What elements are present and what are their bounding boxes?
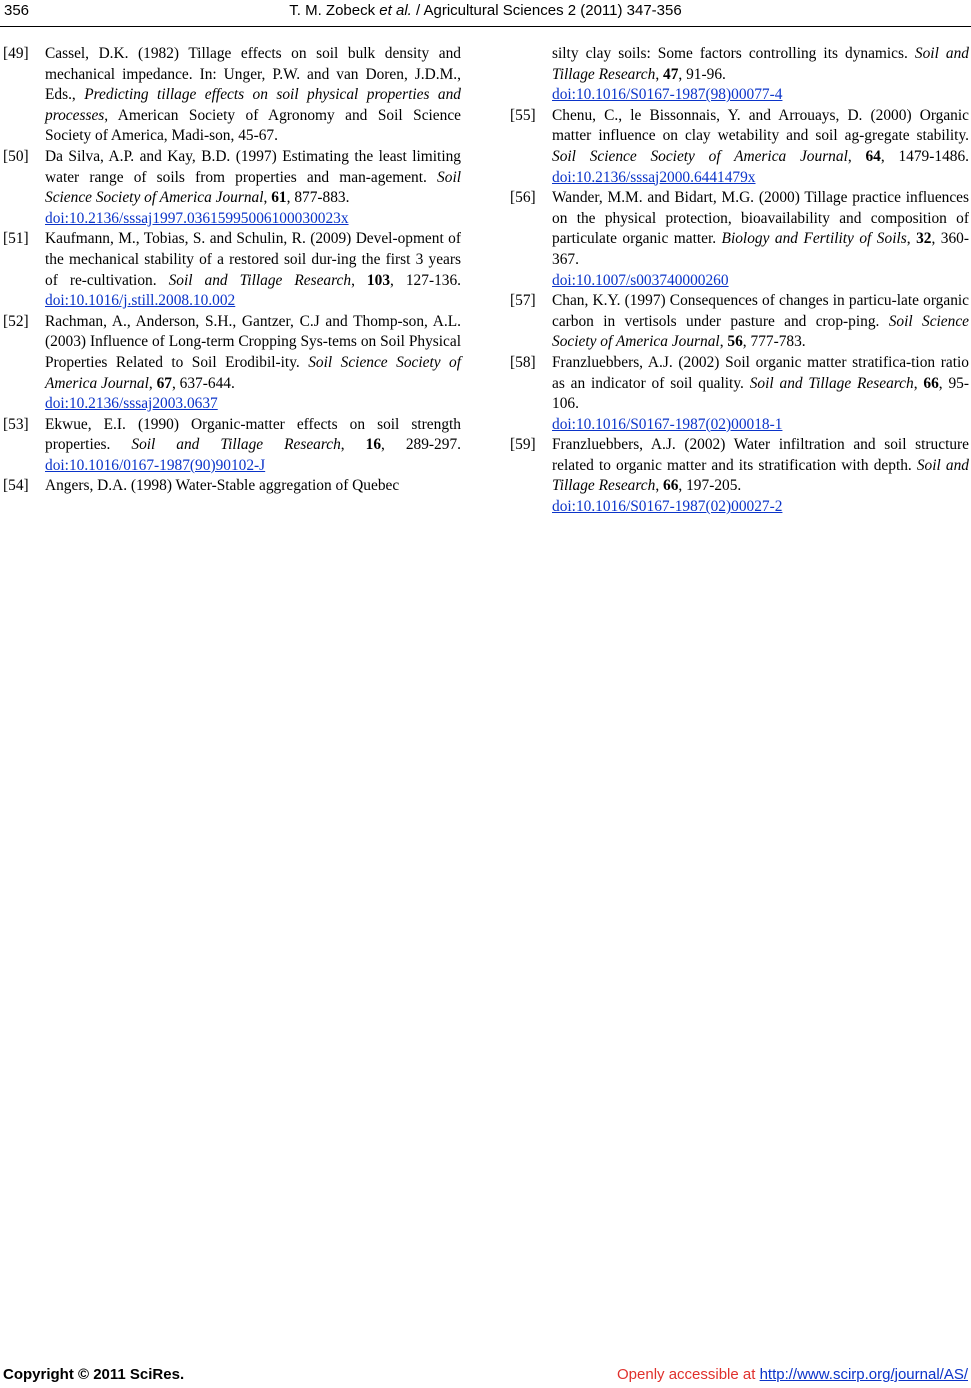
- ref-sep: ,: [906, 230, 917, 248]
- ref-sep: ,: [655, 477, 664, 495]
- reference-55: [510, 106, 969, 188]
- ref-number: [56]: [510, 189, 536, 207]
- ref-journal: Soil Science Society of America Journal: [552, 312, 969, 351]
- ref-text: Angers, D.A. (1998) Water-Stable aggregation of Quebec: [45, 477, 400, 495]
- ref-volume: 32: [916, 230, 932, 248]
- open-access-text: Openly accessible at: [617, 1366, 760, 1383]
- ref-journal: Biology and Fertility of Soils: [721, 230, 907, 248]
- header-rule: [0, 26, 971, 27]
- ref-number: [53]: [3, 415, 29, 433]
- reference-50: [3, 147, 461, 229]
- ref-number: [55]: [510, 106, 536, 124]
- doi-link[interactable]: doi:10.2136/sssaj2003.0637: [45, 395, 218, 413]
- ref-pages: , 127-136.: [390, 271, 462, 289]
- doi-link[interactable]: doi:10.1016/j.still.2008.10.002: [45, 292, 236, 310]
- ref-pages: , 197-205.: [678, 477, 742, 495]
- doi-link[interactable]: doi:10.1007/s003740000260: [552, 271, 729, 289]
- running-title: [0, 2, 971, 19]
- reference-59: [510, 435, 969, 517]
- running-title-journal: / Agricultural Sciences 2 (2011) 347-356: [411, 2, 682, 19]
- ref-pages: , 877-883.: [286, 189, 350, 207]
- ref-number: [52]: [3, 312, 29, 330]
- ref-volume: 47: [663, 65, 679, 83]
- reference-51: [3, 229, 461, 311]
- ref-sep: ,: [148, 374, 157, 392]
- reference-53: [3, 415, 461, 477]
- reference-52: [3, 312, 461, 415]
- ref-journal: Soil Science Society of America Journal: [45, 353, 461, 392]
- ref-sep: ,: [655, 65, 664, 83]
- right-column: [510, 44, 969, 518]
- running-title-etal: et al.: [379, 2, 412, 19]
- ref-text: Chenu, C., le Bissonnais, Y. and Arrouays, D. (2000) Organic matter influence on clay wetability and soil ag-gregate stability.: [552, 106, 969, 145]
- page-number: 356: [4, 2, 30, 19]
- ref-volume: 103: [366, 271, 391, 289]
- ref-journal: Soil and Tillage Research: [168, 271, 352, 289]
- page-footer: [0, 1364, 971, 1388]
- ref-number: [49]: [3, 45, 29, 62]
- left-column: [3, 44, 461, 497]
- doi-link[interactable]: doi:10.2136/sssaj2000.6441479x: [552, 168, 756, 186]
- reference-54-continued: [510, 44, 969, 106]
- reference-57: [510, 291, 969, 353]
- ref-volume: 56: [727, 333, 743, 351]
- reference-56: [510, 188, 969, 291]
- ref-pages: , 637-644.: [171, 374, 235, 392]
- ref-number: [54]: [3, 477, 29, 495]
- ref-number: [58]: [510, 353, 536, 371]
- ref-text: Da Silva, A.P. and Kay, B.D. (1997) Estimating the least limiting water range of soils from properties and man-agement.: [45, 147, 461, 186]
- ref-sep: ,: [351, 271, 367, 289]
- ref-pages: , 95-106.: [552, 374, 969, 413]
- ref-number: [51]: [3, 230, 29, 248]
- doi-link[interactable]: doi:10.1016/S0167-1987(98)00077-4: [552, 86, 783, 104]
- ref-journal: Soil and Tillage Research: [749, 374, 914, 392]
- doi-link[interactable]: doi:10.1016/0167-1987(90)90102-J: [45, 456, 266, 474]
- ref-number: [50]: [3, 147, 29, 165]
- reference-58: [510, 353, 969, 435]
- ref-sep: ,: [719, 333, 728, 351]
- journal-url-link[interactable]: http://www.scirp.org/journal/AS/: [759, 1366, 968, 1383]
- ref-sep: ,: [913, 374, 924, 392]
- ref-text: Wander, M.M. and Bidart, M.G. (2000) Tillage practice influences on the physical protection, bioavailability and composition of particulate organic matter.: [552, 189, 969, 248]
- ref-text: Kaufmann, M., Tobias, S. and Schulin, R. (2009) Devel-opment of the mechanical stability of a restored soil dur-ing the first 3 years of re-cultivation.: [45, 230, 461, 289]
- doi-link[interactable]: doi:10.1016/S0167-1987(02)00018-1: [552, 415, 783, 433]
- ref-pages: , 289-297.: [381, 436, 461, 454]
- ref-pages: , 91-96.: [678, 65, 726, 83]
- running-title-authors: T. M. Zobeck: [289, 2, 380, 19]
- ref-journal: Soil Science Society of America Journal: [552, 147, 848, 165]
- ref-volume: 16: [365, 436, 382, 454]
- ref-journal: Soil Science Society of America Journal: [45, 168, 461, 207]
- doi-link[interactable]: doi:10.2136/sssaj1997.03615995006100030023x: [45, 209, 349, 227]
- ref-text-tail: , American Society of Agronomy and Soil Science Society of America, Madi-son, 45-67.: [45, 106, 461, 145]
- ref-journal: Soil and Tillage Research: [552, 456, 969, 495]
- ref-pages: , 1479-1486.: [880, 147, 969, 165]
- ref-text: Rachman, A., Anderson, S.H., Gantzer, C.J and Thomp-son, A.L. (2003) Influence of Long-term Cropping Sys-tems on Soil Physical Properties Related to Soil Erodibil-ity.: [45, 312, 461, 371]
- ref-sep: ,: [263, 189, 272, 207]
- doi-link[interactable]: doi:10.1016/S0167-1987(02)00027-2: [552, 498, 783, 516]
- ref-journal: Soil and Tillage Research: [552, 45, 969, 83]
- ref-text: Ekwue, E.I. (1990) Organic-matter effects on soil strength properties.: [45, 415, 461, 454]
- ref-text: Franzluebbers, A.J. (2002) Water infiltration and soil structure related to organic matter and its stratification with depth.: [552, 436, 969, 474]
- copyright: Copyright © 2011 SciRes.: [3, 1366, 185, 1383]
- ref-volume: 61: [271, 189, 287, 207]
- ref-journal: Soil and Tillage Research: [131, 436, 341, 454]
- ref-journal: Predicting tillage effects on soil physical properties and processes: [45, 86, 461, 124]
- reference-54: [3, 476, 461, 497]
- ref-number: [59]: [510, 436, 536, 454]
- ref-sep: ,: [847, 147, 866, 165]
- open-access-notice: [617, 1366, 968, 1383]
- ref-text: Cassel, D.K. (1982) Tillage effects on soil bulk density and mechanical impedance. In: Unger, P.W. and van Doren, J.D.M., Eds.,: [45, 45, 461, 104]
- ref-text: silty clay soils: Some factors controlling its dynamics.: [552, 45, 915, 62]
- ref-pages: , 360-367.: [552, 230, 969, 268]
- ref-text: Chan, K.Y. (1997) Consequences of changes in particu-late organic carbon in vertisols under pasture and crop-ping.: [552, 292, 969, 330]
- ref-number: [57]: [510, 292, 536, 310]
- ref-volume: 66: [923, 374, 939, 392]
- ref-volume: 67: [156, 374, 172, 392]
- ref-volume: 64: [865, 147, 881, 165]
- ref-sep: ,: [340, 436, 366, 454]
- page-header: [0, 0, 971, 28]
- ref-pages: , 777-783.: [742, 333, 806, 351]
- ref-volume: 66: [663, 477, 679, 495]
- ref-text: Franzluebbers, A.J. (2002) Soil organic matter stratifica-tion ratio as an indicator of soil quality.: [552, 353, 969, 392]
- reference-49: [3, 44, 461, 147]
